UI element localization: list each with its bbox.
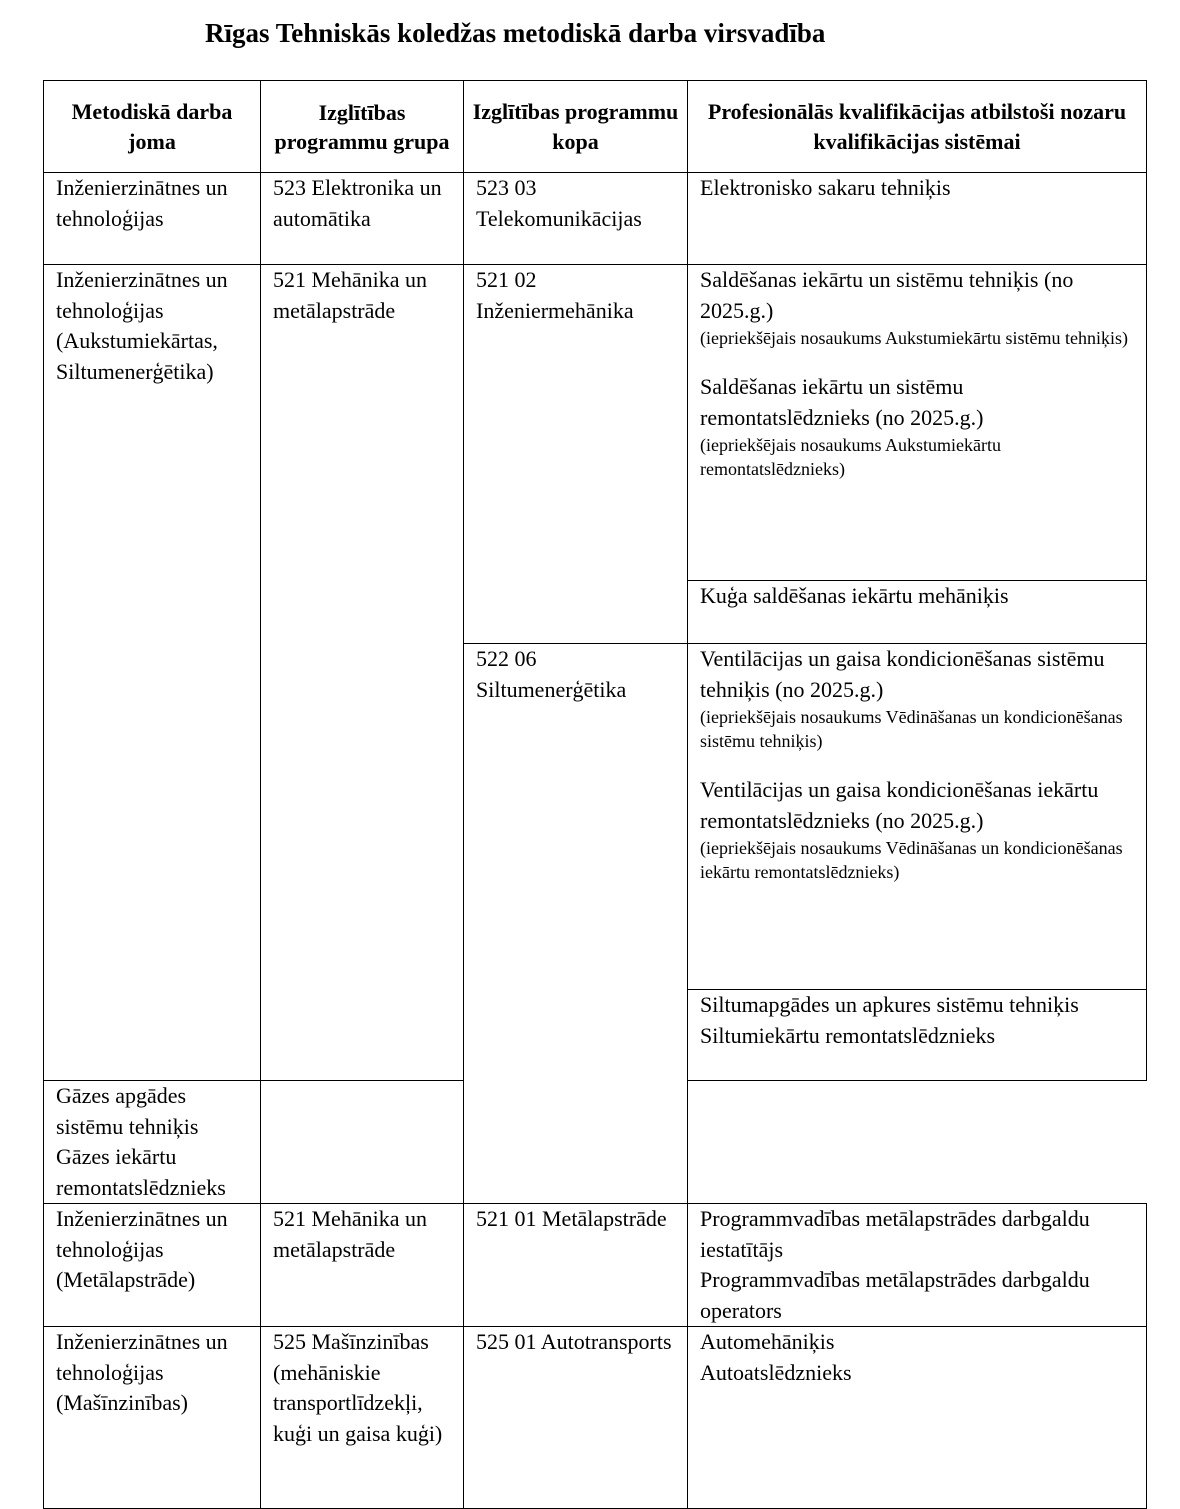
cell-field: Inženierzinātnes un tehnoloģijas xyxy=(44,173,261,265)
qualification-line: Programmvadības metālapstrādes darbgaldu iestatītājs xyxy=(700,1206,1090,1262)
cell-set: 523 03 Telekomunikācijas xyxy=(464,173,688,265)
cell-qualification xyxy=(688,990,1147,1081)
table-row xyxy=(44,173,1147,265)
qualification-line: Siltumiekārtu remontatslēdznieks xyxy=(700,1022,996,1048)
qualification-main: Ventilācijas un gaisa kondicionēšanas iekārtu remontatslēdznieks (no 2025.g.) xyxy=(700,777,1099,833)
qualification-line: Gāzes apgādes sistēmu tehniķis xyxy=(56,1083,199,1139)
qualification-line: Automehāniķis xyxy=(700,1329,835,1354)
cell-field: Inženierzinātnes un tehnoloģijas (Mašīnzinības) xyxy=(44,1327,261,1509)
cell-qualification xyxy=(688,1204,1147,1327)
qualification-main: Saldēšanas iekārtu un sistēmu remontatslēdznieks (no 2025.g.) xyxy=(700,374,984,430)
methodology-table xyxy=(43,80,1147,1509)
cell-set: 522 06 Siltumenerģētika xyxy=(464,644,688,1204)
header-program-group: Izglītības programmu grupa xyxy=(261,81,464,173)
cell-set: 521 01 Metālapstrāde xyxy=(464,1204,688,1327)
qualification-line: Programmvadības metālapstrādes darbgaldu operators xyxy=(700,1267,1090,1323)
cell-qualification xyxy=(688,1327,1147,1509)
page-title: Rīgas Tehniskās koledžas metodiskā darba virsvadība xyxy=(205,18,826,48)
qualification-line: Gāzes iekārtu remontatslēdznieks xyxy=(56,1144,226,1200)
cell-set: 525 01 Autotransports xyxy=(464,1327,688,1509)
qualification-main: Ventilācijas un gaisa kondicionēšanas sistēmu tehniķis (no 2025.g.) xyxy=(700,646,1105,702)
header-methodology-field: Metodiskā darba joma xyxy=(44,81,261,173)
cell-qualification xyxy=(688,265,1147,581)
table-row xyxy=(44,1327,1147,1509)
cell-field: Inženierzinātnes un tehnoloģijas (Metālapstrāde) xyxy=(44,1204,261,1327)
qualification-line: Siltumapgādes un apkures sistēmu tehniķis xyxy=(700,992,1079,1017)
cell-group: 525 Mašīnzinības (mehāniskie transportlīdzekļi, kuģi un gaisa kuģi) xyxy=(261,1327,464,1509)
qualification-note: (iepriekšējais nosaukums Vēdināšanas un kondicionēšanas iekārtu remontatslēdznieks) xyxy=(700,838,1123,882)
qualification-note: (iepriekšējais nosaukums Aukstumiekārtu remontatslēdznieks) xyxy=(700,435,1001,479)
qualification-line: Autoatslēdznieks xyxy=(700,1359,852,1385)
cell-qualification xyxy=(44,1081,261,1204)
table-row xyxy=(44,1204,1147,1327)
cell-group: 521 Mehānika un metālapstrāde xyxy=(261,265,464,1081)
qualification-note: (iepriekšējais nosaukums Vēdināšanas un kondicionēšanas sistēmu tehniķis) xyxy=(700,707,1123,751)
cell-qualification: Kuģa saldēšanas iekārtu mehāniķis xyxy=(688,581,1147,644)
cell-field: Inženierzinātnes un tehnoloģijas (Aukstumiekārtas, Siltumenerģētika) xyxy=(44,265,261,1081)
table-row xyxy=(44,265,1147,581)
cell-qualification xyxy=(688,644,1147,990)
cell-group: 523 Elektronika un automātika xyxy=(261,173,464,265)
cell-group: 521 Mehānika un metālapstrāde xyxy=(261,1204,464,1327)
qualification-main: Saldēšanas iekārtu un sistēmu tehniķis (no 2025.g.) xyxy=(700,267,1074,323)
qualification-note: (iepriekšējais nosaukums Aukstumiekārtu sistēmu tehniķis) xyxy=(700,328,1128,348)
header-program-set: Izglītības programmu kopa xyxy=(464,81,688,173)
cell-set: 521 02 Inženiermehānika xyxy=(464,265,688,644)
cell-qualification: Elektronisko sakaru tehniķis xyxy=(688,173,1147,265)
header-qualifications: Profesionālās kvalifikācijas atbilstoši nozaru kvalifikācijas sistēmai xyxy=(688,81,1147,173)
table-header-row xyxy=(44,81,1147,173)
